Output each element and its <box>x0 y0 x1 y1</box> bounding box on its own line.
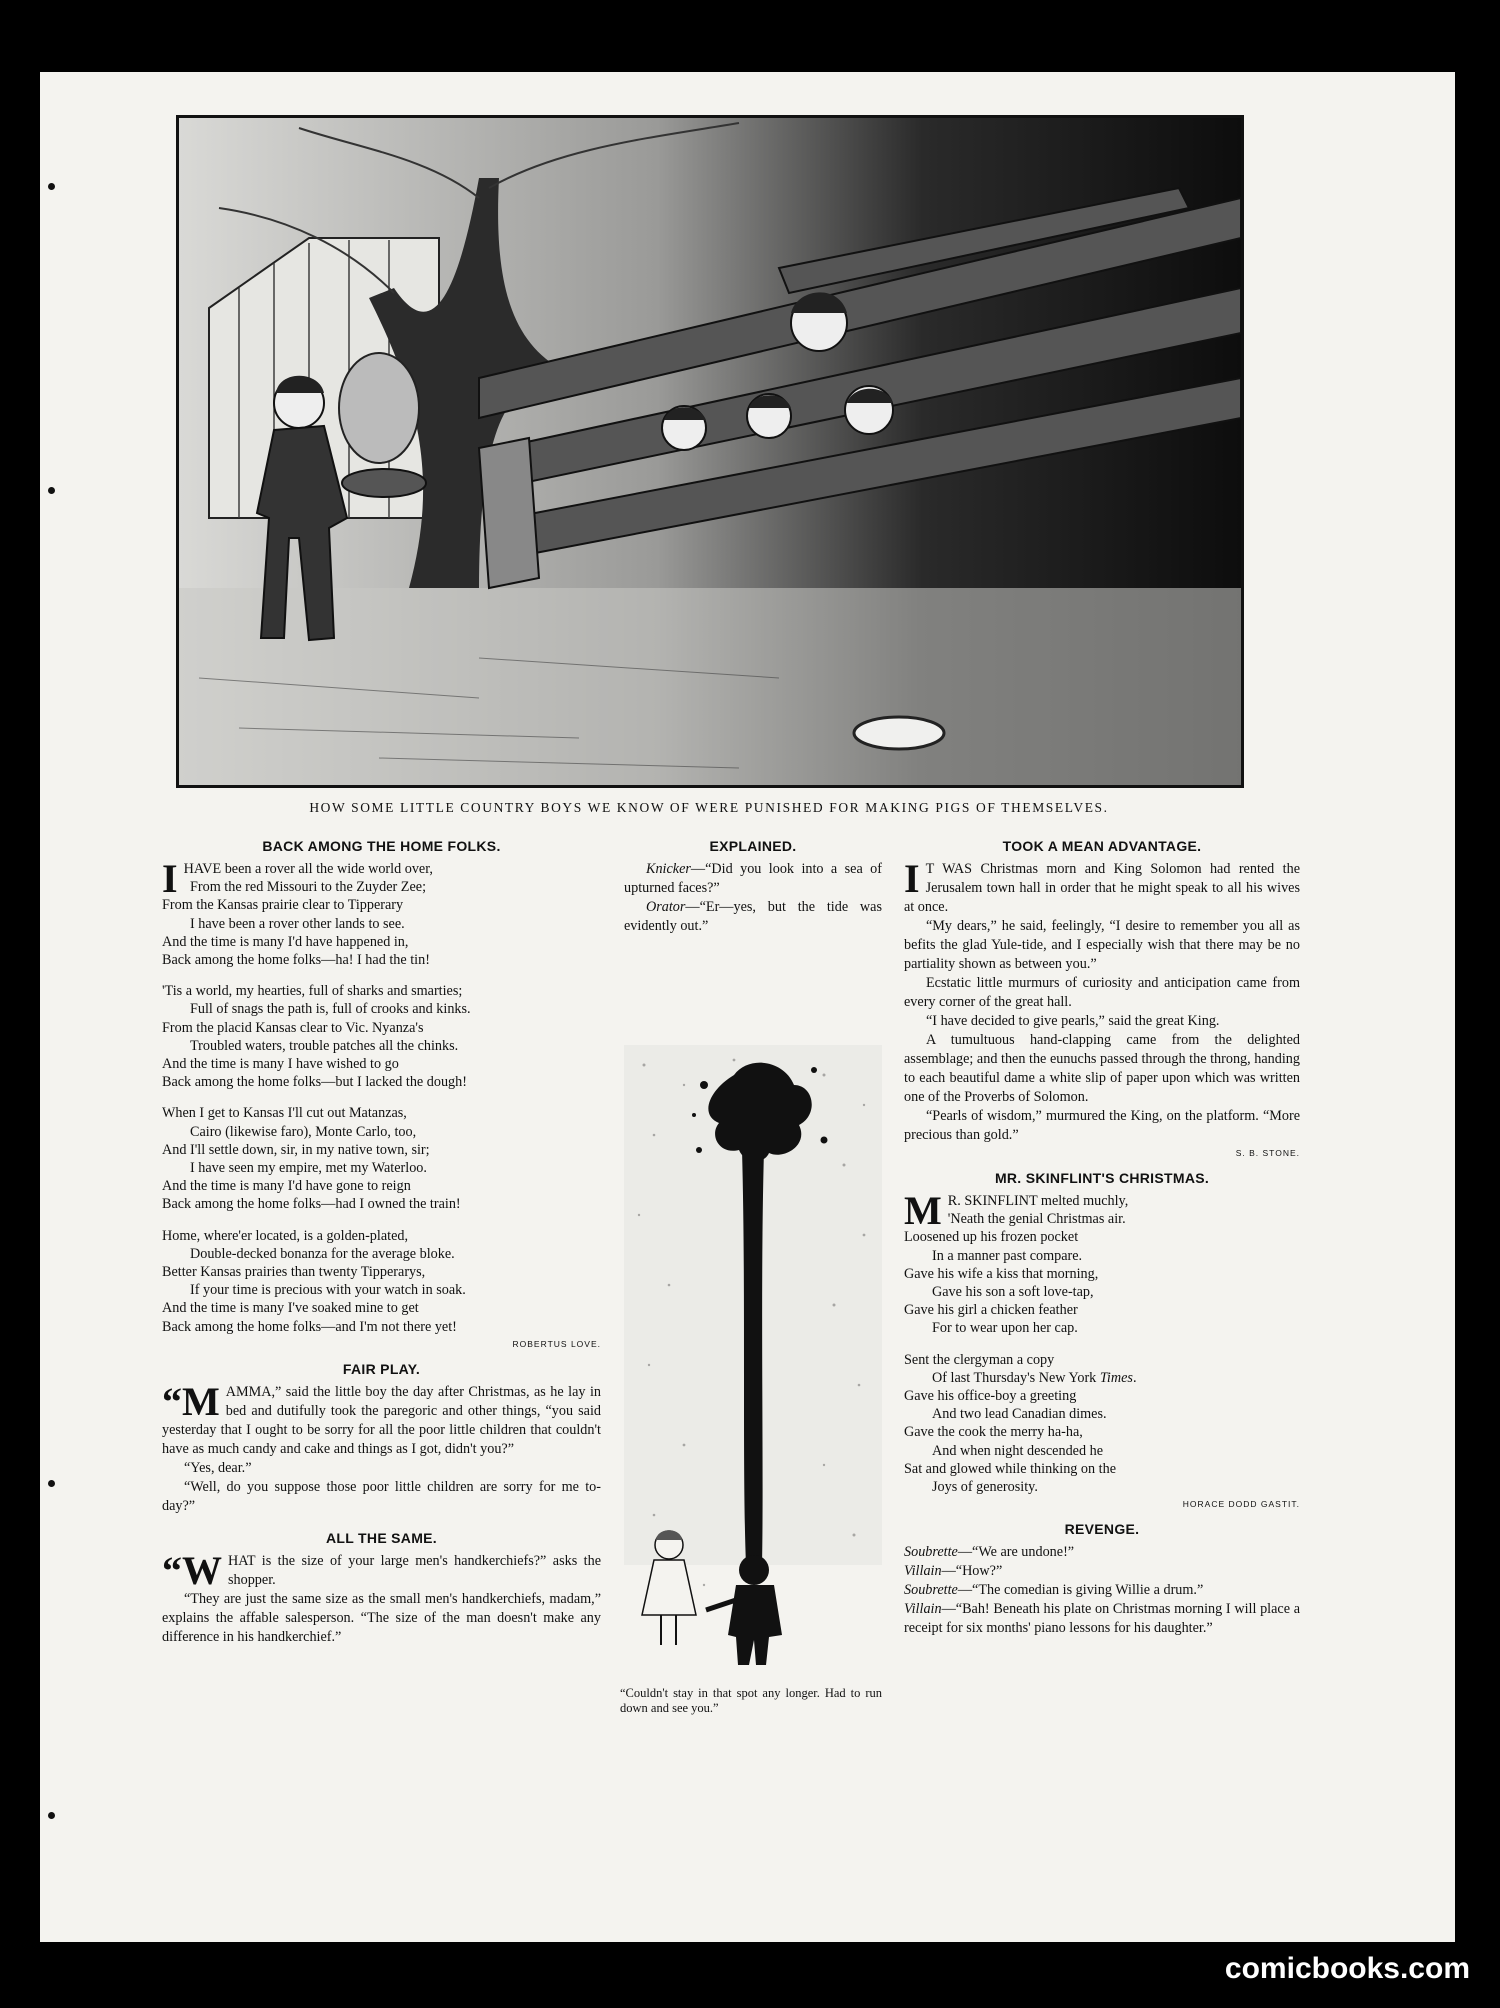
explained-title: EXPLAINED. <box>709 838 797 854</box>
skinflint-author: HORACE DODD GASTIT. <box>1182 1499 1300 1510</box>
poem-line: Double-decked bonanza for the average bloke. <box>190 1245 455 1262</box>
speaker: Soubrette <box>904 1582 958 1599</box>
drop-cap: M <box>904 1188 942 1233</box>
drop-cap: “M <box>162 1378 220 1424</box>
poem-line: Sent the clergyman a copy <box>904 1351 1055 1368</box>
poem-line: Gave the cook the merry ha-ha, <box>904 1424 1083 1441</box>
poem-line: Back among the home folks—but I lacked the dough! <box>162 1074 467 1091</box>
poem-line: I have been a rover other lands to see. <box>190 915 405 932</box>
skinflint-title: MR. SKINFLINT'S CHRISTMAS. <box>994 1170 1210 1186</box>
poem-line: Back among the home folks—and I'm not there yet! <box>162 1318 457 1335</box>
drop-cap: I <box>162 856 178 901</box>
poem-line: And two lead Canadian dimes. <box>932 1406 1107 1423</box>
back-among-stanza-2 <box>162 982 601 1091</box>
poem-line: Back among the home folks—had I owned the train! <box>162 1196 461 1213</box>
revenge-title: REVENGE. <box>1064 1521 1140 1538</box>
paragraph <box>162 1378 601 1459</box>
dialog-line <box>904 1562 1300 1581</box>
dialog-text: —“We are undone!” <box>957 1544 1075 1561</box>
poem-line: Joys of generosity. <box>932 1479 1038 1496</box>
paragraph: “My dears,” he said, feelingly, “I desire to remember you all as befits the glad Yule-tide, and I especially wish that there may be no partiality shown as between you.” <box>904 918 1300 972</box>
speaker: Orator <box>646 899 686 915</box>
dialog-text: —“Did you look into a sea of upturned faces?” <box>624 861 882 896</box>
paragraph: “I have decided to give pearls,” said the great King. <box>926 1013 1220 1029</box>
explained-text <box>624 860 882 936</box>
dialog-line <box>624 898 882 936</box>
boys-fence-drawing <box>179 118 1241 785</box>
newspaper-name: Times <box>1099 1369 1133 1386</box>
fair-play-title: FAIR PLAY. <box>342 1360 421 1377</box>
poem-line: Better Kansas prairies than twenty Tipperarys, <box>162 1264 426 1281</box>
paragraph-text: HAT is the size of your large men's handkerchiefs?” asks the shopper. <box>228 1552 601 1588</box>
poem-text: . <box>1132 1369 1137 1386</box>
speaker: Knicker <box>646 861 691 877</box>
mean-advantage-title: TOOK A MEAN ADVANTAGE. <box>1002 838 1202 854</box>
poem-line: In a manner past compare. <box>932 1247 1083 1264</box>
dialog-line <box>624 860 882 898</box>
mean-advantage-author: S. B. STONE. <box>1235 1148 1300 1158</box>
poem-text: Of last Thursday's New York <box>932 1369 1100 1386</box>
poem-line: And when night descended he <box>932 1442 1103 1459</box>
poem-line: Full of snags the path is, full of crooks and kinks. <box>190 1001 471 1018</box>
skinflint-stanza-1 <box>904 1188 1300 1338</box>
poem-line: And the time is many I'd have gone to reign <box>162 1178 411 1195</box>
binding-dot <box>48 1480 55 1487</box>
poem-line: From the Kansas prairie clear to Tipperary <box>162 897 404 914</box>
speaker: Villain <box>904 1563 942 1580</box>
dialog-line <box>904 1581 1300 1600</box>
poem-line: 'Neath the genial Christmas air. <box>947 1211 1126 1228</box>
column-right <box>904 838 1300 1638</box>
poem-line: Sat and glowed while thinking on the <box>904 1460 1116 1477</box>
poem-line: If your time is precious with your watch in soak. <box>190 1282 466 1299</box>
back-among-stanza-1 <box>162 856 601 969</box>
paragraph: “Yes, dear.” <box>184 1459 252 1476</box>
column-middle <box>624 838 882 936</box>
back-among-stanza-3 <box>162 1104 601 1213</box>
ink-drip-illustration <box>624 1045 882 1675</box>
mean-advantage-text <box>904 856 1300 1145</box>
poem-line: From the red Missouri to the Zuyder Zee; <box>190 879 427 896</box>
poem-line: Gave his girl a chicken feather <box>904 1302 1078 1319</box>
poem-line: Gave his office-boy a greeting <box>904 1388 1077 1405</box>
illustration-caption: HOW SOME LITTLE COUNTRY BOYS WE KNOW OF WERE PUNISHED FOR MAKING PIGS OF THEMSELVES. <box>309 800 1109 815</box>
paragraph <box>904 856 1300 917</box>
revenge-text <box>904 1543 1300 1638</box>
poem-line: Gave his wife a kiss that morning, <box>904 1265 1099 1282</box>
poem-line: I have seen my empire, met my Waterloo. <box>190 1160 427 1177</box>
dialog-text: —“Bah! Beneath his plate on Christmas morning I will place a receipt for six months' piano lessons for his daughter.” <box>904 1601 1300 1637</box>
poem-line: Home, where'er located, is a golden-plated, <box>162 1227 409 1244</box>
paragraph: A tumultuous hand-clapping came from the delighted assemblage; and then the eunuchs passed through the throng, handing to each beautiful dame a white slip of paper upon which was written one of the Proverbs of Solomon. <box>904 1032 1300 1105</box>
back-among-title: BACK AMONG THE HOME FOLKS. <box>262 838 501 854</box>
binding-dot <box>48 1812 55 1819</box>
back-among-author: ROBERTUS LOVE. <box>512 1338 601 1349</box>
poem-line: Troubled waters, trouble patches all the chinks. <box>190 1037 459 1054</box>
drop-cap: “W <box>162 1547 222 1593</box>
dialog-text: —“Er—yes, but the tide was evidently out.” <box>624 899 882 934</box>
paragraph <box>162 1547 601 1593</box>
poem-line: Cairo (likewise faro), Monte Carlo, too, <box>190 1123 417 1140</box>
column-left <box>162 838 601 1647</box>
fair-play-text <box>162 1378 601 1516</box>
main-illustration <box>176 115 1244 788</box>
ink-drip-caption: “Couldn't stay in that spot any longer. Had to run down and see you.” <box>620 1686 882 1715</box>
paragraph-text: T WAS Christmas morn and King Solomon had rented the Jerusalem town hall in order that he might speak to all his wives at once. <box>904 861 1300 915</box>
poem-line: And I'll settle down, sir, in my native town, sir; <box>162 1141 430 1158</box>
dialog-line <box>904 1543 1300 1562</box>
all-same-text <box>162 1547 601 1647</box>
all-same-title: ALL THE SAME. <box>326 1529 437 1546</box>
poem-line: 'Tis a world, my hearties, full of sharks and smarties; <box>162 983 463 1000</box>
drop-cap: I <box>904 856 920 901</box>
dialog-line <box>904 1600 1300 1638</box>
binding-dot <box>48 487 55 494</box>
paragraph: “Well, do you suppose those poor little children are sorry for me to-day?” <box>162 1478 601 1514</box>
poem-line: From the placid Kansas clear to Vic. Nyanza's <box>162 1019 424 1036</box>
paragraph: “Pearls of wisdom,” murmured the King, on the platform. “More precious than gold.” <box>904 1108 1300 1143</box>
poem-line: Back among the home folks—ha! I had the tin! <box>162 952 430 969</box>
poem-line: And the time is many I have wished to go <box>162 1056 399 1073</box>
dialog-text: —“How?” <box>941 1563 1003 1580</box>
poem-line: For to wear upon her cap. <box>932 1320 1078 1337</box>
watermark: comicbooks.com <box>1224 1952 1470 1985</box>
poem-line: When I get to Kansas I'll cut out Matanzas, <box>162 1105 407 1122</box>
poem-line: And the time is many I'd have happened in, <box>162 933 409 950</box>
poem-line: And the time is many I've soaked mine to get <box>162 1300 419 1317</box>
poem-line: R. SKINFLINT melted muchly, <box>947 1193 1129 1209</box>
paragraph: “They are just the same size as the small men's handkerchiefs, madam,” explains the affable salesperson. “The size of the man doesn't make any difference in his handkerchief.” <box>162 1590 601 1645</box>
paragraph: Ecstatic little murmurs of curiosity and anticipation came from every corner of the great hall. <box>904 975 1300 1010</box>
paragraph-text: AMMA,” said the little boy the day after Christmas, as he lay in bed and dutifully took the paregoric and other things, “you said yesterday that I ought to be sorry for all the poor little children that couldn't have as much candy and cake and things as I got, didn't you?” <box>162 1383 601 1457</box>
poem-line: Gave his son a soft love-tap, <box>932 1284 1094 1301</box>
poem-line: Loosened up his frozen pocket <box>904 1229 1079 1246</box>
back-among-stanza-4 <box>162 1227 601 1336</box>
binding-dot <box>48 183 55 190</box>
poem-line: HAVE been a rover all the wide world over, <box>183 861 433 877</box>
ink-blot-cartoon <box>624 1045 882 1675</box>
speaker: Soubrette <box>904 1544 958 1561</box>
dialog-text: —“The comedian is giving Willie a drum.” <box>957 1582 1204 1599</box>
speaker: Villain <box>904 1601 942 1618</box>
poem-line <box>904 1369 1300 1387</box>
skinflint-stanza-2 <box>904 1351 1300 1497</box>
